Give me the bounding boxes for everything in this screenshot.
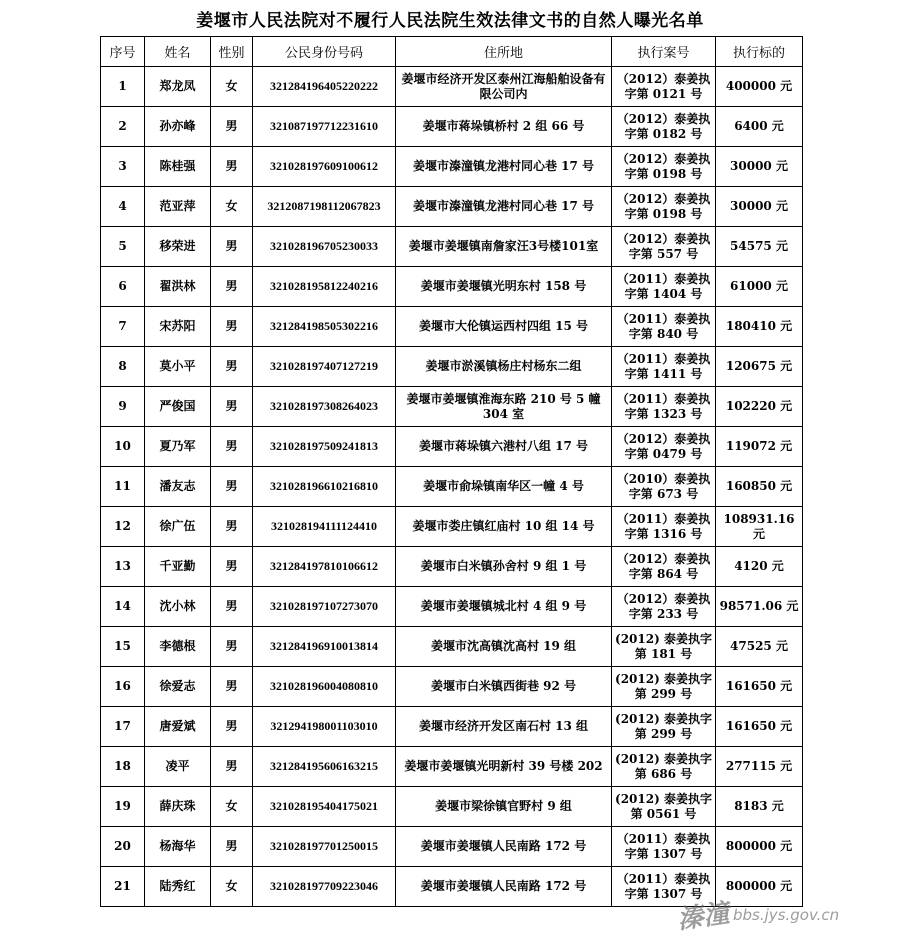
cell-gender: 男	[211, 147, 253, 187]
table-row	[101, 147, 803, 187]
cell-id-number: 321028195404175021	[253, 787, 396, 827]
cell-name: 陆秀红	[145, 867, 211, 907]
cell-gender: 女	[211, 787, 253, 827]
cell-amount: 4120 元	[716, 547, 803, 587]
table-row	[101, 507, 803, 547]
cell-address: 姜堰市溱潼镇龙港村同心巷 17 号	[396, 187, 612, 227]
cell-gender: 男	[211, 507, 253, 547]
header-gender: 性别	[211, 37, 253, 67]
header-index: 序号	[101, 37, 145, 67]
cell-amount: 8183 元	[716, 787, 803, 827]
cell-gender: 女	[211, 867, 253, 907]
cell-amount: 277115 元	[716, 747, 803, 787]
cell-id-number: 321284196910013814	[253, 627, 396, 667]
cell-case-number: （2012）泰姜执字第 557 号	[612, 227, 716, 267]
cell-amount: 47525 元	[716, 627, 803, 667]
cell-gender: 男	[211, 107, 253, 147]
cell-amount: 800000 元	[716, 867, 803, 907]
cell-gender: 男	[211, 667, 253, 707]
cell-name: 移荣进	[145, 227, 211, 267]
cell-address: 姜堰市姜堰镇淮海东路 210 号 5 幢 304 室	[396, 387, 612, 427]
cell-amount: 400000 元	[716, 67, 803, 107]
cell-id-number: 321028195812240216	[253, 267, 396, 307]
cell-gender: 女	[211, 67, 253, 107]
cell-amount: 119072 元	[716, 427, 803, 467]
cell-gender: 男	[211, 267, 253, 307]
cell-case-number: (2012) 泰姜执字第 299 号	[612, 707, 716, 747]
header-id-number: 公民身份号码	[253, 37, 396, 67]
cell-amount: 98571.06 元	[716, 587, 803, 627]
cell-address: 姜堰市白米镇西街巷 92 号	[396, 667, 612, 707]
cell-id-number: 321028197107273070	[253, 587, 396, 627]
cell-index: 9	[101, 387, 145, 427]
cell-index: 6	[101, 267, 145, 307]
cell-index: 2	[101, 107, 145, 147]
cell-address: 姜堰市溱潼镇龙港村同心巷 17 号	[396, 147, 612, 187]
header-address: 住所地	[396, 37, 612, 67]
cell-name: 薛庆珠	[145, 787, 211, 827]
cell-index: 7	[101, 307, 145, 347]
cell-gender: 男	[211, 827, 253, 867]
cell-address: 姜堰市娄庄镇红庙村 10 组 14 号	[396, 507, 612, 547]
table-row	[101, 307, 803, 347]
cell-index: 16	[101, 667, 145, 707]
cell-case-number: (2012) 泰姜执字第 299 号	[612, 667, 716, 707]
cell-name: 孙亦峰	[145, 107, 211, 147]
cell-name: 李德根	[145, 627, 211, 667]
cell-case-number: （2011）泰姜执字第 840 号	[612, 307, 716, 347]
cell-id-number: 321284198505302216	[253, 307, 396, 347]
cell-index: 5	[101, 227, 145, 267]
cell-id-number: 321028196004080810	[253, 667, 396, 707]
table-row	[101, 547, 803, 587]
cell-case-number: (2012) 泰姜执字第 686 号	[612, 747, 716, 787]
cell-gender: 男	[211, 547, 253, 587]
cell-name: 陈桂强	[145, 147, 211, 187]
cell-case-number: （2011）泰姜执字第 1404 号	[612, 267, 716, 307]
cell-id-number: 321028194111124410	[253, 507, 396, 547]
cell-index: 20	[101, 827, 145, 867]
cell-case-number: （2012）泰姜执字第 233 号	[612, 587, 716, 627]
cell-id-number: 321028196705230033	[253, 227, 396, 267]
cell-gender: 男	[211, 467, 253, 507]
cell-case-number: （2012）泰姜执字第 0198 号	[612, 147, 716, 187]
cell-case-number: （2011）泰姜执字第 1307 号	[612, 827, 716, 867]
cell-address: 姜堰市姜堰镇光明东村 158 号	[396, 267, 612, 307]
cell-name: 凌平	[145, 747, 211, 787]
header-amount: 执行标的	[716, 37, 803, 67]
cell-index: 19	[101, 787, 145, 827]
cell-case-number: （2012）泰姜执字第 0479 号	[612, 427, 716, 467]
cell-address: 姜堰市梁徐镇官野村 9 组	[396, 787, 612, 827]
table-row	[101, 187, 803, 227]
cell-address: 姜堰市姜堰镇人民南路 172 号	[396, 827, 612, 867]
cell-amount: 102220 元	[716, 387, 803, 427]
table-row	[101, 227, 803, 267]
cell-index: 1	[101, 67, 145, 107]
cell-gender: 女	[211, 187, 253, 227]
cell-index: 12	[101, 507, 145, 547]
table-row	[101, 267, 803, 307]
cell-gender: 男	[211, 307, 253, 347]
cell-id-number: 321028196610216810	[253, 467, 396, 507]
cell-amount: 160850 元	[716, 467, 803, 507]
cell-id-number: 321028197407127219	[253, 347, 396, 387]
cell-id-number: 3212087198112067823	[253, 187, 396, 227]
table-row	[101, 387, 803, 427]
cell-address: 姜堰市白米镇孙舍村 9 组 1 号	[396, 547, 612, 587]
cell-id-number: 321087197712231610	[253, 107, 396, 147]
cell-gender: 男	[211, 387, 253, 427]
cell-id-number: 321284196405220222	[253, 67, 396, 107]
table-row	[101, 467, 803, 507]
cell-index: 4	[101, 187, 145, 227]
cell-amount: 30000 元	[716, 147, 803, 187]
cell-name: 严俊国	[145, 387, 211, 427]
header-name: 姓名	[145, 37, 211, 67]
cell-case-number: （2011）泰姜执字第 1316 号	[612, 507, 716, 547]
cell-id-number: 321028197509241813	[253, 427, 396, 467]
cell-amount: 800000 元	[716, 827, 803, 867]
cell-amount: 161650 元	[716, 667, 803, 707]
cell-address: 姜堰市经济开发区南石村 13 组	[396, 707, 612, 747]
cell-id-number: 321294198001103010	[253, 707, 396, 747]
cell-index: 21	[101, 867, 145, 907]
cell-amount: 6400 元	[716, 107, 803, 147]
table-header-row	[101, 37, 803, 67]
cell-case-number: （2011）泰姜执字第 1307 号	[612, 867, 716, 907]
cell-name: 翟洪林	[145, 267, 211, 307]
cell-gender: 男	[211, 227, 253, 267]
table-row	[101, 867, 803, 907]
cell-name: 潘友志	[145, 467, 211, 507]
cell-index: 15	[101, 627, 145, 667]
cell-name: 徐广伍	[145, 507, 211, 547]
cell-case-number: （2012）泰姜执字第 0182 号	[612, 107, 716, 147]
table-row	[101, 787, 803, 827]
cell-id-number: 321028197609100612	[253, 147, 396, 187]
table-body	[101, 67, 803, 907]
cell-index: 17	[101, 707, 145, 747]
cell-address: 姜堰市经济开发区泰州江海船舶设备有限公司内	[396, 67, 612, 107]
cell-id-number: 321028197308264023	[253, 387, 396, 427]
cell-gender: 男	[211, 427, 253, 467]
cell-id-number: 321284195606163215	[253, 747, 396, 787]
cell-name: 郑龙凤	[145, 67, 211, 107]
cell-amount: 161650 元	[716, 707, 803, 747]
table-row	[101, 67, 803, 107]
cell-index: 8	[101, 347, 145, 387]
cell-amount: 108931.16 元	[716, 507, 803, 547]
cell-case-number: (2012) 泰姜执字第 0561 号	[612, 787, 716, 827]
cell-gender: 男	[211, 587, 253, 627]
cell-index: 11	[101, 467, 145, 507]
cell-amount: 180410 元	[716, 307, 803, 347]
cell-name: 范亚萍	[145, 187, 211, 227]
cell-name: 夏乃军	[145, 427, 211, 467]
table-row	[101, 107, 803, 147]
cell-case-number: （2012）泰姜执字第 0121 号	[612, 67, 716, 107]
cell-id-number: 321028197701250015	[253, 827, 396, 867]
cell-case-number: （2012）泰姜执字第 864 号	[612, 547, 716, 587]
cell-index: 10	[101, 427, 145, 467]
cell-address: 姜堰市蒋垛镇六港村八组 17 号	[396, 427, 612, 467]
cell-amount: 120675 元	[716, 347, 803, 387]
cell-name: 莫小平	[145, 347, 211, 387]
cell-index: 14	[101, 587, 145, 627]
table-row	[101, 747, 803, 787]
watermark-logo: 溱潼	[675, 898, 732, 936]
cell-address: 姜堰市沈高镇沈高村 19 组	[396, 627, 612, 667]
document-title: 姜堰市人民法院对不履行人民法院生效法律文书的自然人曝光名单	[196, 11, 704, 31]
watermark-url: bbs.jys.gov.cn	[733, 906, 840, 924]
cell-gender: 男	[211, 347, 253, 387]
cell-case-number: （2011）泰姜执字第 1323 号	[612, 387, 716, 427]
cell-id-number: 321028197709223046	[253, 867, 396, 907]
cell-name: 千亚勤	[145, 547, 211, 587]
cell-index: 18	[101, 747, 145, 787]
table-row	[101, 667, 803, 707]
cell-name: 宋苏阳	[145, 307, 211, 347]
cell-address: 姜堰市姜堰镇南詹家汪3号楼101室	[396, 227, 612, 267]
table-row	[101, 427, 803, 467]
cell-address: 姜堰市俞垛镇南华区一幢 4 号	[396, 467, 612, 507]
table-row	[101, 347, 803, 387]
table-row	[101, 627, 803, 667]
cell-address: 姜堰市大伦镇运西村四组 15 号	[396, 307, 612, 347]
cell-address: 姜堰市淤溪镇杨庄村杨东二组	[396, 347, 612, 387]
cell-gender: 男	[211, 707, 253, 747]
cell-case-number: （2011）泰姜执字第 1411 号	[612, 347, 716, 387]
cell-name: 沈小林	[145, 587, 211, 627]
cell-address: 姜堰市姜堰镇城北村 4 组 9 号	[396, 587, 612, 627]
cell-index: 3	[101, 147, 145, 187]
cell-name: 杨海华	[145, 827, 211, 867]
cell-id-number: 321284197810106612	[253, 547, 396, 587]
header-case-number: 执行案号	[612, 37, 716, 67]
cell-amount: 54575 元	[716, 227, 803, 267]
cell-amount: 61000 元	[716, 267, 803, 307]
table-row	[101, 827, 803, 867]
cell-gender: 男	[211, 747, 253, 787]
cell-name: 唐爱斌	[145, 707, 211, 747]
cell-case-number: （2012）泰姜执字第 0198 号	[612, 187, 716, 227]
debtor-list-table	[100, 36, 803, 907]
cell-index: 13	[101, 547, 145, 587]
cell-address: 姜堰市蒋垛镇桥村 2 组 66 号	[396, 107, 612, 147]
cell-address: 姜堰市姜堰镇光明新村 39 号楼 202	[396, 747, 612, 787]
cell-name: 徐爱志	[145, 667, 211, 707]
cell-amount: 30000 元	[716, 187, 803, 227]
cell-case-number: （2010）泰姜执字第 673 号	[612, 467, 716, 507]
cell-address: 姜堰市姜堰镇人民南路 172 号	[396, 867, 612, 907]
cell-gender: 男	[211, 627, 253, 667]
cell-case-number: (2012) 泰姜执字第 181 号	[612, 627, 716, 667]
table-row	[101, 707, 803, 747]
table-row	[101, 587, 803, 627]
